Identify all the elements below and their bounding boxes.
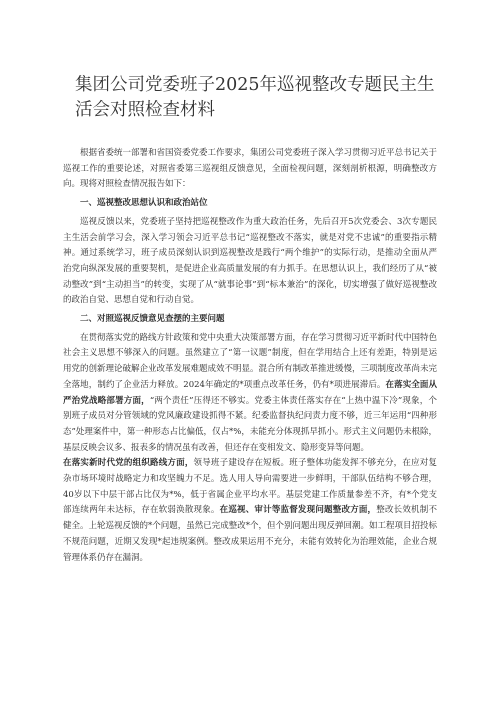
section-2-p2-bold-lead: 在落实新时代党的组织路线方面， xyxy=(63,458,194,469)
section-2-paragraph-2 xyxy=(63,456,437,566)
section-heading-1: 一、巡视整改思想认识和政治站位 xyxy=(80,198,208,209)
section-2-p1-bold-lead: 在落实全面从严治党战略部署方面， xyxy=(63,379,437,406)
intro-paragraph: 根据省委统一部署和省国资委党委工作要求，集团公司党委班子深入学习贯彻习近平总书记关于巡视工作的重要论述，对照省委第三巡视组反馈意见，全面检视问题，深刻剖析根源，明确整改方向。现将对照检查情况报告如下： xyxy=(63,148,438,190)
section-2-paragraph-1 xyxy=(63,331,437,457)
section-1-paragraph: 巡视反馈以来，党委班子坚持把巡视整改作为重大政治任务，先后召开5次党委会、3次专题民主生活会前学习会，深入学习领会习近平总书记“巡视整改不落实，就是对党不忠诚”的重要指示精神。通过系统学习，班子成员深刻认识到巡视整改是践行“两个维护”的实际行动，是推动全面从严治党向纵深发展的重要契机，是促进企业高质量发展的有力抓手。在思想认识上，我们经历了从“被动整改”到“主动担当”的转变，实现了从“就事论事”到“标本兼治”的深化，切实增强了做好巡视整改的政治自觉、思想自觉和行动自觉。 xyxy=(63,216,437,306)
section-2-p2-bold-lead-2: 在巡视、审计等监督发现问题整改方面， xyxy=(219,505,377,516)
section-2-p1-text-c: “两个责任”压得还不够实。党委主体责任落实存在“上热中温下冷”现象，个别班子成员对分管领域的党风廉政建设抓得不紧。纪委监督执纪问责力度不够，近三年运用“四种形态”处理案件中，第一种形态占比偏低，仅占*%，未能充分体现抓早抓小。形式主义问题仍未根除，基层反映会议多、报表多的情况虽有改善，但还存在变相发文、隐形变异等问题。 xyxy=(63,395,437,453)
section-2-p2-text-d: 整改长效机制不健全。上轮巡视反馈的*个问题，虽然已完成整改*个，但个别问题出现反弹回潮。如工程项目招投标不规范问题，近期又发现*起违规案例。整改成果运用不充分，未能有效转化为治理效能，企业合规管理体系仍存在漏洞。 xyxy=(63,505,438,563)
page-title: 集团公司党委班子2025年巡视整改专题民主生活会对照检查材料 xyxy=(75,75,435,120)
section-2-p1-text-a: 在贯彻落实党的路线方针政策和党中央重大决策部署方面，存在学习贯彻习近平新时代中国特色社会主义思想不够深入的问题。虽然建立了“第一议题”制度，但在学用结合上还有差距，特别是运用党的创新理论破解企业改革发展难题成效不明显。混合所有制改革推进缓慢，三项制度改革尚未完全落地，制约了企业活力释放。2024年确定的*项重点改革任务，仍有*项进展滞后。 xyxy=(63,332,438,390)
section-heading-2: 二、对照巡视反馈意见查摆的主要问题 xyxy=(80,314,225,325)
section-2-p2-text-b: 领导班子建设存在短板。班子整体功能发挥不够充分，在应对复杂市场环境时战略定力和攻坚魄力不足。选人用人导向需要进一步鲜明，干部队伍结构不够合理，40岁以下中层干部占比仅为*%，低于省属企业平均水平。基层党建工作质量参差不齐，有*个党支部连续两年未达标，存在软弱涣散现象。 xyxy=(63,458,437,516)
document-body xyxy=(63,146,437,566)
